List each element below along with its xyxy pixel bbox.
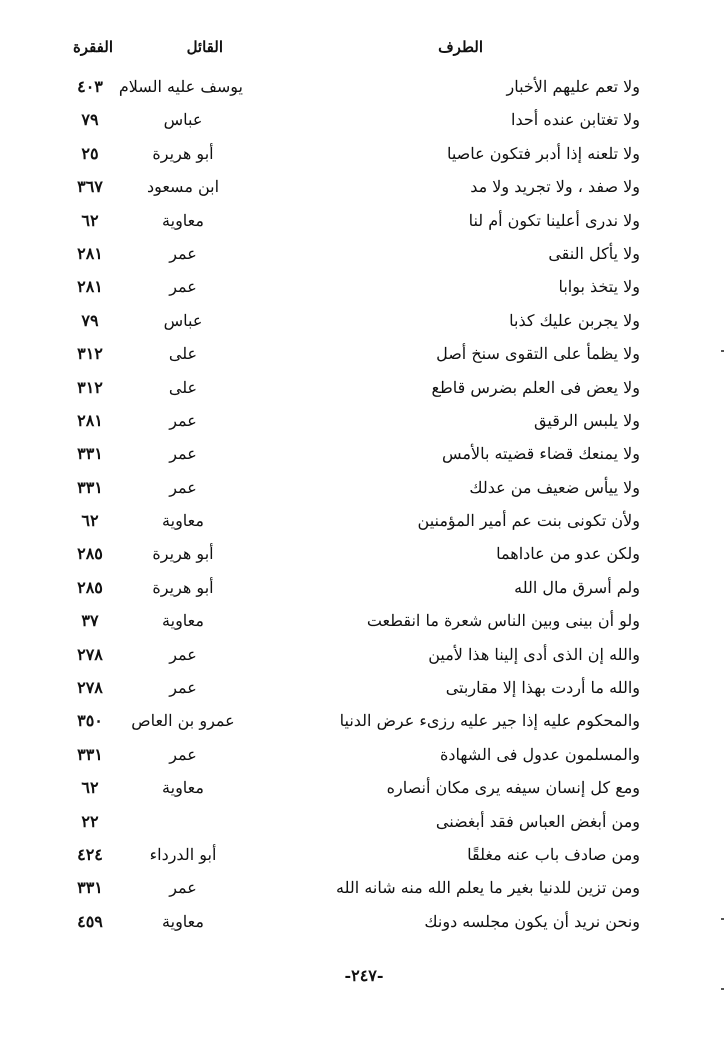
row-speaker: على (168, 344, 198, 364)
table-row (0, 807, 728, 840)
row-phrase: ولا يلبس الرقيق (534, 410, 640, 430)
table-row (0, 72, 728, 105)
row-speaker: معاوية (162, 511, 204, 531)
row-phrase: والله ما أردت بهذا إلا مقاربتى (445, 678, 640, 698)
row-phrase: ولا يمنعك قضاء قضيته بالأمس (441, 444, 640, 464)
table-row (0, 673, 728, 706)
row-speaker: عمر (169, 644, 197, 664)
row-speaker: معاوية (162, 778, 204, 798)
row-paragraph-number: ٦٢ (81, 210, 99, 230)
table-row (0, 706, 728, 739)
table-row (0, 139, 728, 172)
table-header (0, 38, 728, 66)
table-row (0, 406, 728, 439)
row-speaker: عمر (169, 878, 197, 898)
table-row (0, 840, 728, 873)
row-phrase: ولا يجربن عليك كذبا (509, 310, 640, 330)
row-phrase: ولا تغتابن عنده أحدا (511, 110, 640, 130)
row-speaker: معاوية (162, 611, 204, 631)
row-speaker: عمر (169, 678, 197, 698)
row-paragraph-number: ٣١٢ (77, 377, 103, 397)
row-speaker: أبو هريرة (152, 577, 214, 597)
row-speaker: عمر (169, 277, 197, 297)
row-speaker: أبو هريرة (152, 544, 214, 564)
row-phrase: ومن تزين للدنيا بغير ما يعلم الله منه شانه الله (336, 878, 640, 898)
table-row (0, 339, 728, 372)
table-row (0, 272, 728, 305)
row-paragraph-number: ٢٧٨ (77, 678, 103, 698)
row-paragraph-number: ٧٩ (81, 110, 99, 130)
row-paragraph-number: ٦٢ (81, 778, 99, 798)
row-phrase: ومن صادف باب عنه مغلقًا (467, 844, 640, 864)
row-phrase: ولا يأكل النقى (548, 243, 640, 263)
table-row (0, 473, 728, 506)
table-row (0, 640, 728, 673)
row-speaker: معاوية (162, 911, 204, 931)
row-speaker: عمر (169, 243, 197, 263)
row-speaker: عمر (169, 477, 197, 497)
row-paragraph-number: ٢٨١ (77, 410, 103, 430)
table-row (0, 206, 728, 239)
table-row (0, 105, 728, 138)
scan-mark (721, 918, 724, 920)
table-row (0, 740, 728, 773)
row-paragraph-number: ٣٣١ (77, 744, 103, 764)
row-phrase: والمسلمون عدول فى الشهادة (439, 744, 640, 764)
scan-mark (721, 988, 724, 990)
row-paragraph-number: ٣٣١ (77, 444, 103, 464)
row-phrase: ولأن تكونى بنت عم أمير المؤمنين (417, 511, 640, 531)
row-speaker: يوسف عليه السلام (118, 77, 243, 96)
row-speaker: معاوية (162, 210, 204, 230)
table-row (0, 306, 728, 339)
table-row (0, 573, 728, 606)
row-speaker: على (168, 377, 198, 397)
row-paragraph-number: ٢٨٥ (77, 577, 103, 597)
scan-mark (721, 350, 724, 352)
table-row (0, 439, 728, 472)
row-phrase: ومن أبغض العباس فقد أبغضنى (435, 811, 640, 831)
row-paragraph-number: ٣٣١ (77, 477, 103, 497)
row-paragraph-number: ٦٢ (81, 511, 99, 531)
row-phrase: ولا صفد ، ولا تجريد ولا مد (470, 177, 640, 197)
row-phrase: ولا يتخذ بوابا (558, 277, 640, 297)
row-paragraph-number: ٣٣١ (77, 878, 103, 898)
row-paragraph-number: ٢٨١ (77, 277, 103, 297)
row-speaker: عباس (163, 110, 203, 130)
row-speaker: أبو الدرداء (149, 844, 217, 864)
row-phrase: ونحن نريد أن يكون مجلسه دونك (424, 911, 640, 931)
row-phrase: ولو أن بينى وبين الناس شعرة ما انقطعت (366, 611, 640, 631)
page-number: -٢٤٧- (344, 966, 384, 985)
row-speaker: عمر (169, 444, 197, 464)
table-row (0, 506, 728, 539)
row-paragraph-number: ٢٨٥ (77, 544, 103, 564)
row-phrase: والله إن الذى أدى إلينا هذا لأمين (428, 644, 640, 664)
row-speaker: عمر (169, 744, 197, 764)
row-paragraph-number: ٣٥٠ (77, 711, 103, 731)
row-paragraph-number: ٢٨١ (77, 243, 103, 263)
row-phrase: ولم أسرق مال الله (514, 577, 640, 597)
table-row (0, 907, 728, 940)
row-paragraph-number: ٤٥٩ (77, 911, 103, 931)
table-row (0, 373, 728, 406)
row-paragraph-number: ٢٢ (81, 811, 99, 831)
row-phrase: والمحكوم عليه إذا جير عليه رزىء عرض الدنيا (339, 711, 640, 731)
row-phrase: ولكن عدو من عاداهما (496, 544, 640, 564)
table-row (0, 773, 728, 806)
row-paragraph-number: ٣٦٧ (77, 177, 103, 197)
row-paragraph-number: ٢٧٨ (77, 644, 103, 664)
header-phrase: الطرف (438, 38, 483, 56)
row-phrase: ولا تعم عليهم الأخبار (506, 77, 640, 96)
table-row (0, 172, 728, 205)
row-speaker: عمرو بن العاص (131, 711, 235, 731)
row-speaker: ابن مسعود (146, 177, 220, 197)
row-phrase: ولا تلعنه إذا أدبر فتكون عاصيا (446, 143, 640, 163)
header-paragraph: الفقرة (72, 38, 113, 56)
row-paragraph-number: ٧٩ (81, 310, 99, 330)
row-speaker: عمر (169, 410, 197, 430)
index-table-body (0, 72, 728, 940)
row-speaker: عباس (163, 310, 203, 330)
row-speaker: أبو هريرة (152, 143, 214, 163)
header-speaker: القائل (186, 38, 223, 56)
row-phrase: ولا ييأس ضعيف من عدلك (469, 477, 640, 497)
row-paragraph-number: ٣٧ (81, 611, 99, 631)
table-row (0, 239, 728, 272)
row-paragraph-number: ٤٢٤ (77, 844, 103, 864)
row-phrase: ولا ندرى أعلينا تكون أم لنا (468, 210, 640, 230)
row-paragraph-number: ٤٠٣ (77, 77, 103, 96)
row-phrase: ولا يعض فى العلم بضرس قاطع (431, 377, 640, 397)
row-paragraph-number: ٣١٢ (77, 344, 103, 364)
table-row (0, 873, 728, 906)
row-phrase: ومع كل إنسان سيفه يرى مكان أنصاره (386, 778, 640, 798)
row-paragraph-number: ٢٥ (81, 143, 99, 163)
table-row (0, 606, 728, 639)
row-phrase: ولا يظمأ على التقوى سنخ أصل (436, 344, 640, 364)
table-row (0, 539, 728, 572)
